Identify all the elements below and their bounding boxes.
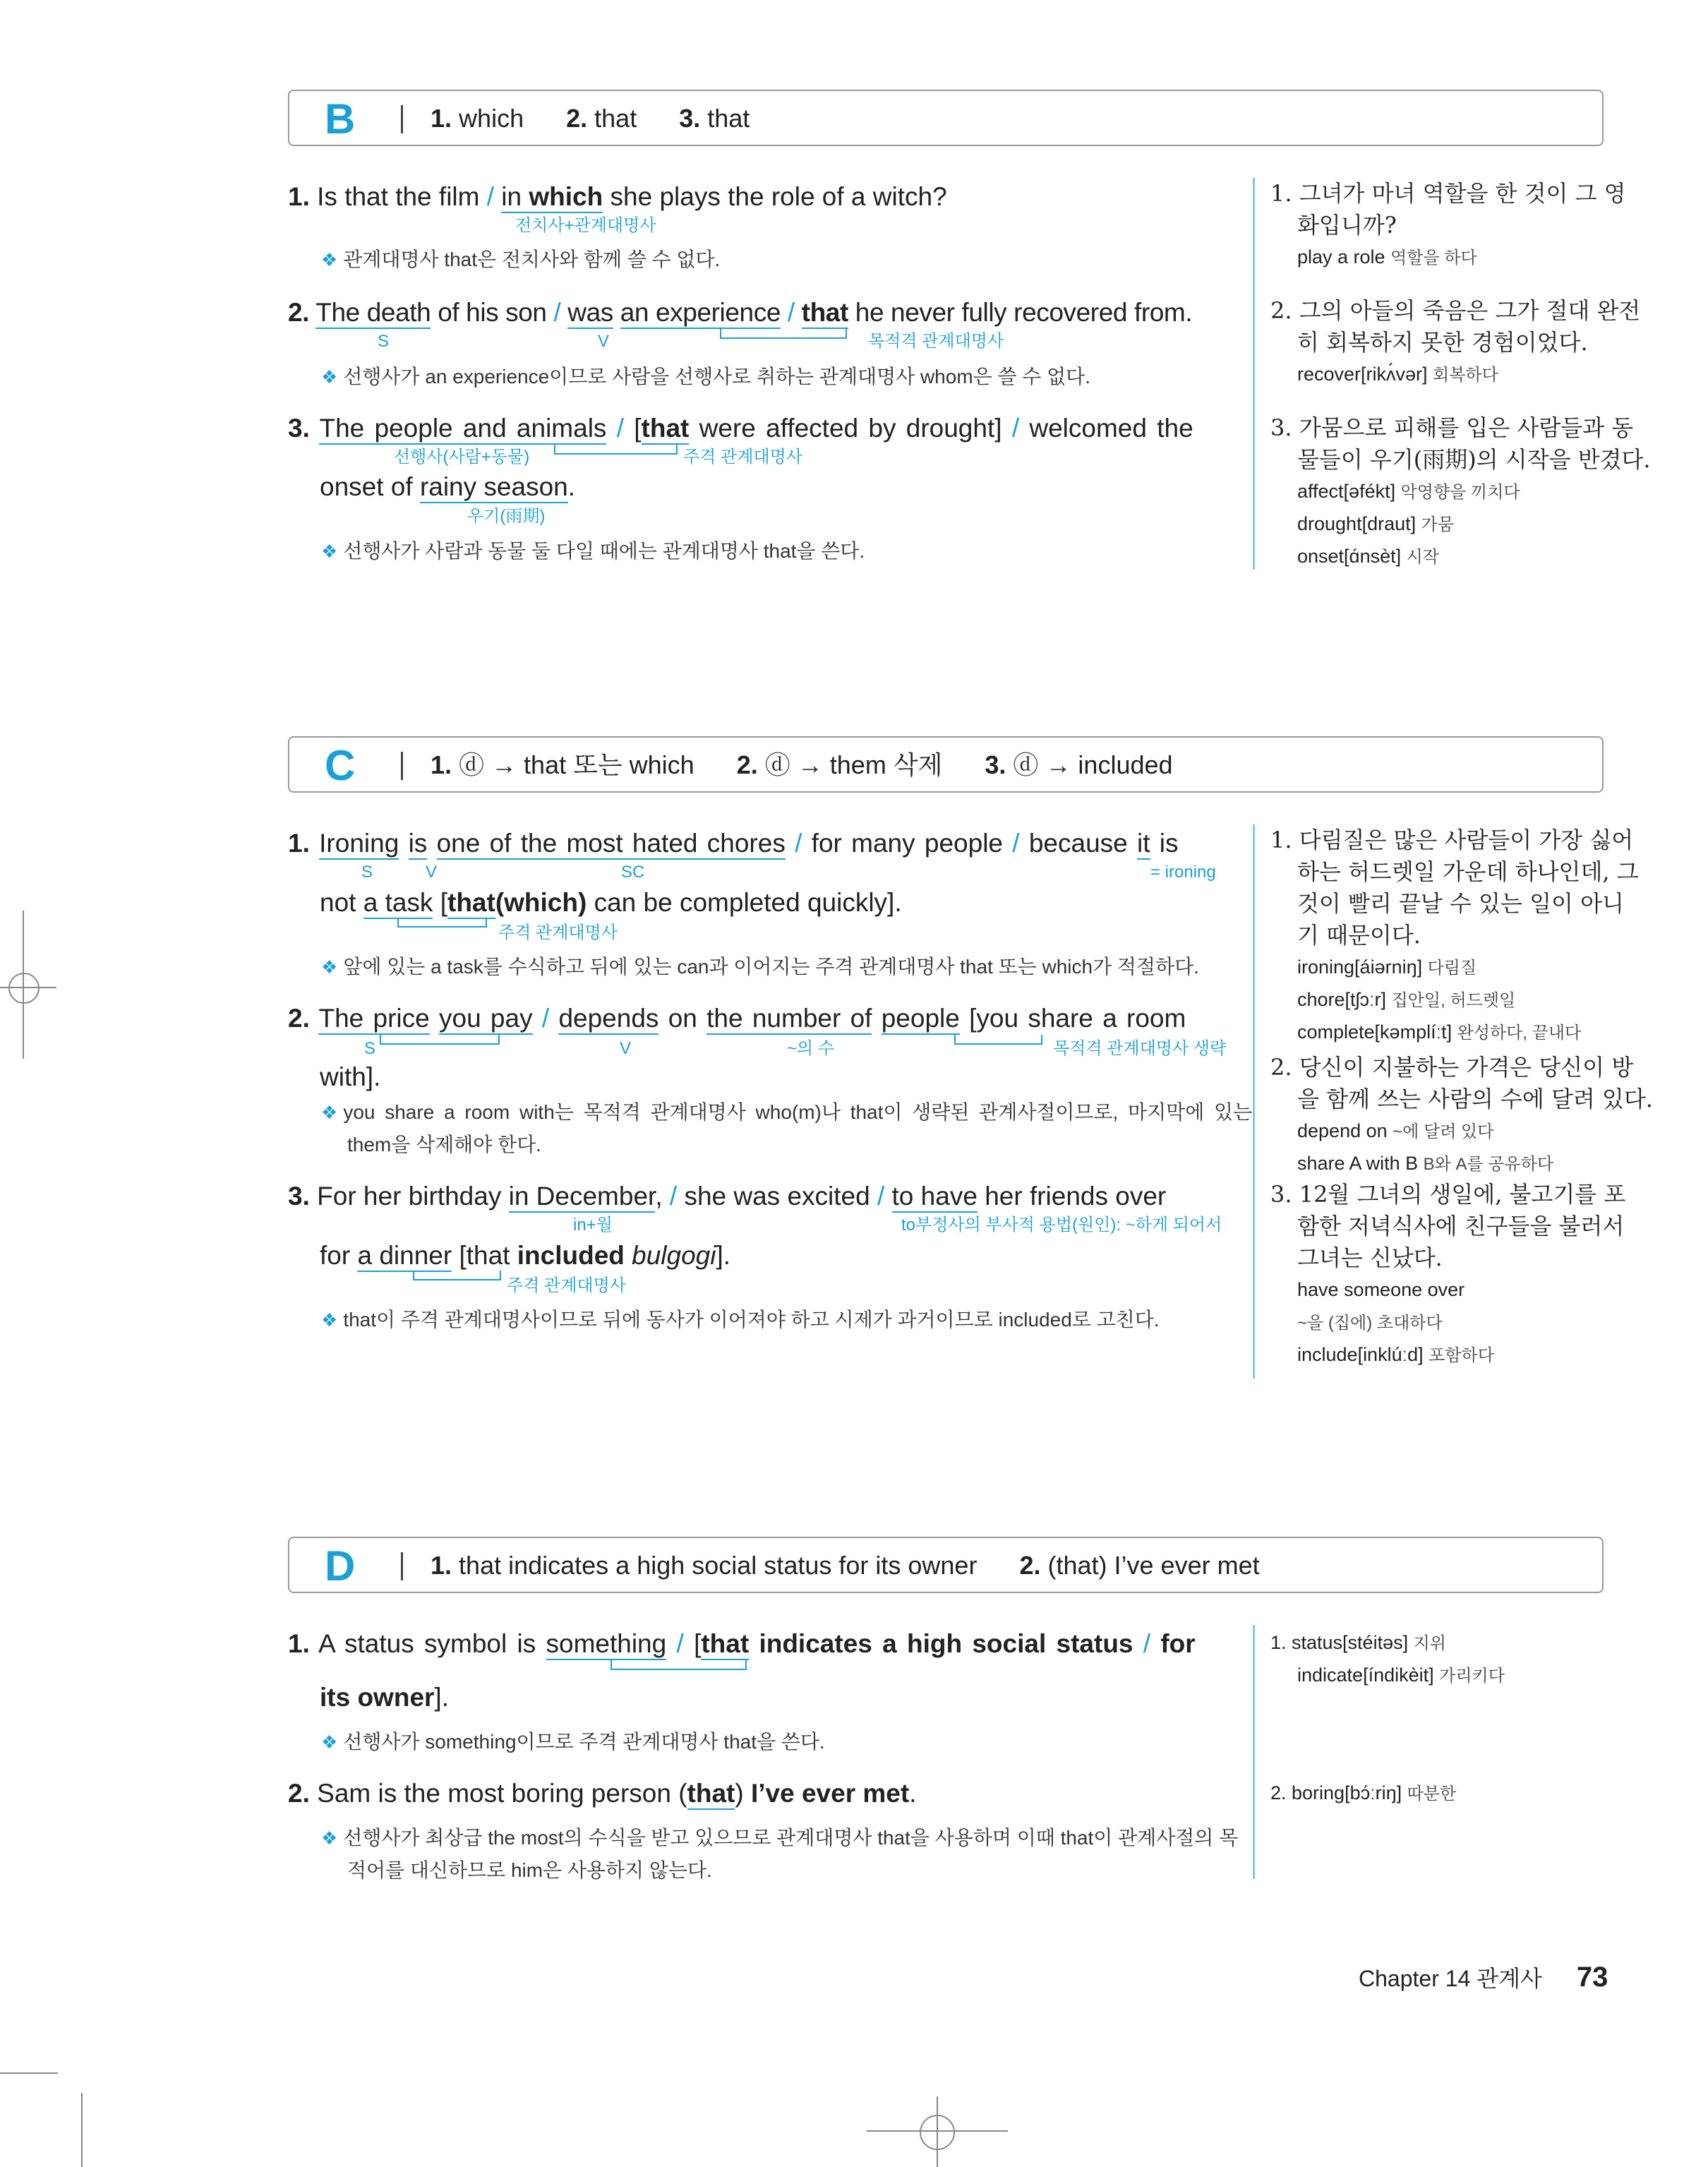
label-number-of: ~의 수	[787, 1039, 835, 1058]
page-number: 73	[1576, 1962, 1608, 1993]
vocab-d1: 1. status[stéitəs] 지위 indicate[índikèit] 가리키다	[1270, 1632, 1505, 1686]
arrow-b3	[554, 445, 678, 455]
translation-b3: 3. 가뭄으로 피해를 입은 사람들과 동 물들이 우기(雨期)의 시작을 반겼다. affect[əfékt] 악영향을 끼치다 drought[draut] 가뭄 onset[ɑ́nsèt] 시작	[1270, 414, 1651, 567]
sentence-c3: 3. For her birthday in December, / she was excited / to have her friends over	[288, 1181, 1166, 1212]
section-letter: D	[325, 1542, 356, 1590]
note-c3: ❖ that이 주격 관계대명사이므로 뒤에 동사가 이어져야 하고 시제가 과거이므로 included로 고친다.	[321, 1309, 1160, 1331]
arrow-c2a	[380, 1035, 500, 1045]
sentence-b2: 2. The death of his son / was an experience / that he never fully recovered from.	[288, 297, 1192, 328]
label-v: V	[620, 1039, 632, 1058]
sentence-c2: 2. The price you pay / depends on the number of people [you share a room	[288, 1003, 1186, 1034]
note-c2: ❖ you share a room with는 목적격 관계대명사 who(m)나 that이 생략된 관계사절이므로, 마지막에 있는	[321, 1101, 1253, 1123]
note-b2: ❖ 선행사가 an experience이므로 사람을 선행사로 취하는 관계대명사 whom은 쓸 수 없다.	[321, 366, 1090, 388]
label-v: V	[426, 863, 438, 882]
translation-c2: 2. 당신이 지불하는 가격은 당신이 방 을 함께 쓰는 사람의 수에 달려 있다. depend on ~에 달려 있다 share A with B B와 A를 공유하다	[1270, 1054, 1653, 1174]
label-in-month: in+월	[573, 1215, 613, 1235]
sentence-d2: 2. Sam is the most boring person (that) I’ve ever met.	[288, 1778, 916, 1809]
translation-b1: 1. 그녀가 마녀 역할을 한 것이 그 영 화입니까? play a role 역할을 하다	[1270, 180, 1626, 268]
arrow-b2	[720, 329, 847, 339]
translation-b2: 2. 그의 아들의 죽음은 그가 절대 완전 히 회복하지 못한 경험이었다. recover[rikʌ́vər] 회복하다	[1270, 297, 1641, 385]
arrow-c1	[397, 918, 487, 928]
label-v: V	[598, 332, 610, 351]
label-antecedent: 선행사(사람+동물)	[394, 448, 530, 467]
crop-mark-bottom-left-v	[81, 2093, 83, 2167]
label-s: S	[361, 863, 373, 882]
sentence-d1-cont: its owner].	[320, 1683, 449, 1712]
note-c1: ❖ 앞에 있는 a task를 수식하고 뒤에 있는 can과 이어지는 주격 관계대명사 that 또는 which가 적절하다.	[321, 956, 1199, 978]
label-s: S	[378, 332, 390, 351]
arrow-c2b	[954, 1035, 1042, 1045]
sentence-c1: 1. Ironing is one of the most hated chores / for many people / because it is	[288, 828, 1179, 859]
label-to-infinitive: to부정사의 부사적 용법(원인): ~하게 되어서	[901, 1215, 1222, 1235]
answer-box-b	[288, 90, 1604, 146]
page-footer	[1359, 1961, 1608, 1993]
sentence-c2-cont: with].	[320, 1062, 381, 1091]
translation-c3: 3. 12월 그녀의 생일에, 불고기를 포 함한 저녁식사에 친구들을 불러서 그녀는 신났다. have someone over ~을 (집에) 초대하다 include[inklúːd] 포함하다	[1270, 1181, 1626, 1365]
label-obj-rel-omitted: 목적격 관계대명사 생략	[1053, 1039, 1227, 1058]
label-rainy-season: 우기(雨期)	[467, 507, 546, 526]
registration-mark-left	[8, 973, 40, 1004]
note-b1: ❖ 관계대명사 that은 전치사와 함께 쓸 수 없다.	[321, 248, 721, 270]
section-letter: C	[325, 742, 356, 789]
label-sc: SC	[621, 863, 645, 882]
arrow-c3	[413, 1271, 501, 1280]
answer-key: 1. that indicates a high social status for its owner 2. (that) I’ve ever met	[431, 1551, 1260, 1580]
crop-mark-bottom-left	[0, 2072, 58, 2074]
label-subj-rel: 주격 관계대명사	[507, 1276, 626, 1295]
note-d1: ❖ 선행사가 something이므로 주격 관계대명사 that을 쓴다.	[321, 1731, 825, 1753]
note-b3: ❖ 선행사가 사람과 동물 둘 다일 때에는 관계대명사 that을 쓴다.	[321, 540, 865, 562]
answer-key: 1. ⓓ → that 또는 which 2. ⓓ → them 삭제 3. ⓓ → included	[431, 750, 1173, 779]
sentence-b1: 1. Is that the film / in which she plays the role of a witch?	[288, 181, 947, 212]
translation-c1: 1. 다림질은 많은 사람들이 가장 싫어 하는 허드렛일 가운데 하나인데, 그 것이 빨리 끝날 수 있는 일이 아니 기 때문이다. ironing[áiərniŋ] 다림질 chore[tʃɔːr] 집안일, 허드렛일 complete[kəmplíːt] 완성하다, 끝내다	[1270, 827, 1639, 1043]
divider	[401, 105, 403, 133]
right-rule-b	[1253, 178, 1255, 570]
label-s: S	[364, 1039, 376, 1058]
chapter-title: 관계사	[1477, 1966, 1542, 1991]
note-d2-cont: 적어를 대신하므로 him은 사용하지 않는다.	[347, 1859, 712, 1881]
arrow-d1	[611, 1660, 747, 1670]
section-letter: B	[325, 95, 356, 143]
label-prep-rel: 전치사+관계대명사	[515, 216, 656, 235]
label-obj-rel: 목적격 관계대명사	[868, 332, 1004, 351]
right-rule-d	[1253, 1625, 1255, 1879]
divider	[401, 1552, 403, 1580]
answer-box-c	[288, 736, 1604, 793]
answer-key: 1. which 2. that 3. that	[431, 104, 750, 133]
chapter-label: Chapter 14	[1359, 1966, 1471, 1991]
sentence-c1-cont: not a task [that(which) can be completed quickly].	[320, 887, 902, 918]
label-it-ironing: = ironing	[1150, 863, 1216, 882]
note-c2-cont: them을 삭제해야 한다.	[347, 1134, 541, 1155]
sentence-d1: 1. A status symbol is something / [that indicates a high social status / for	[288, 1628, 1196, 1659]
divider	[401, 752, 403, 780]
sentence-b3: 3. The people and animals / [that were affected by drought] / welcomed the	[288, 413, 1193, 444]
right-rule-c	[1253, 824, 1255, 1379]
sentence-c3-cont: for a dinner [that included bulgogi].	[320, 1240, 730, 1271]
vocab-d2: 2. boring[bɔ́ːriŋ] 따분한	[1270, 1782, 1457, 1803]
label-subj-rel: 주격 관계대명사	[683, 448, 802, 467]
note-d2: ❖ 선행사가 최상급 the most의 수식을 받고 있으므로 관계대명사 that을 사용하며 이때 that이 관계사절의 목	[321, 1827, 1239, 1849]
label-subj-rel: 주격 관계대명사	[498, 923, 618, 942]
answer-box-d	[288, 1537, 1604, 1593]
registration-mark-bottom	[920, 2115, 955, 2150]
sentence-b3-cont: onset of rainy season.	[320, 472, 575, 503]
